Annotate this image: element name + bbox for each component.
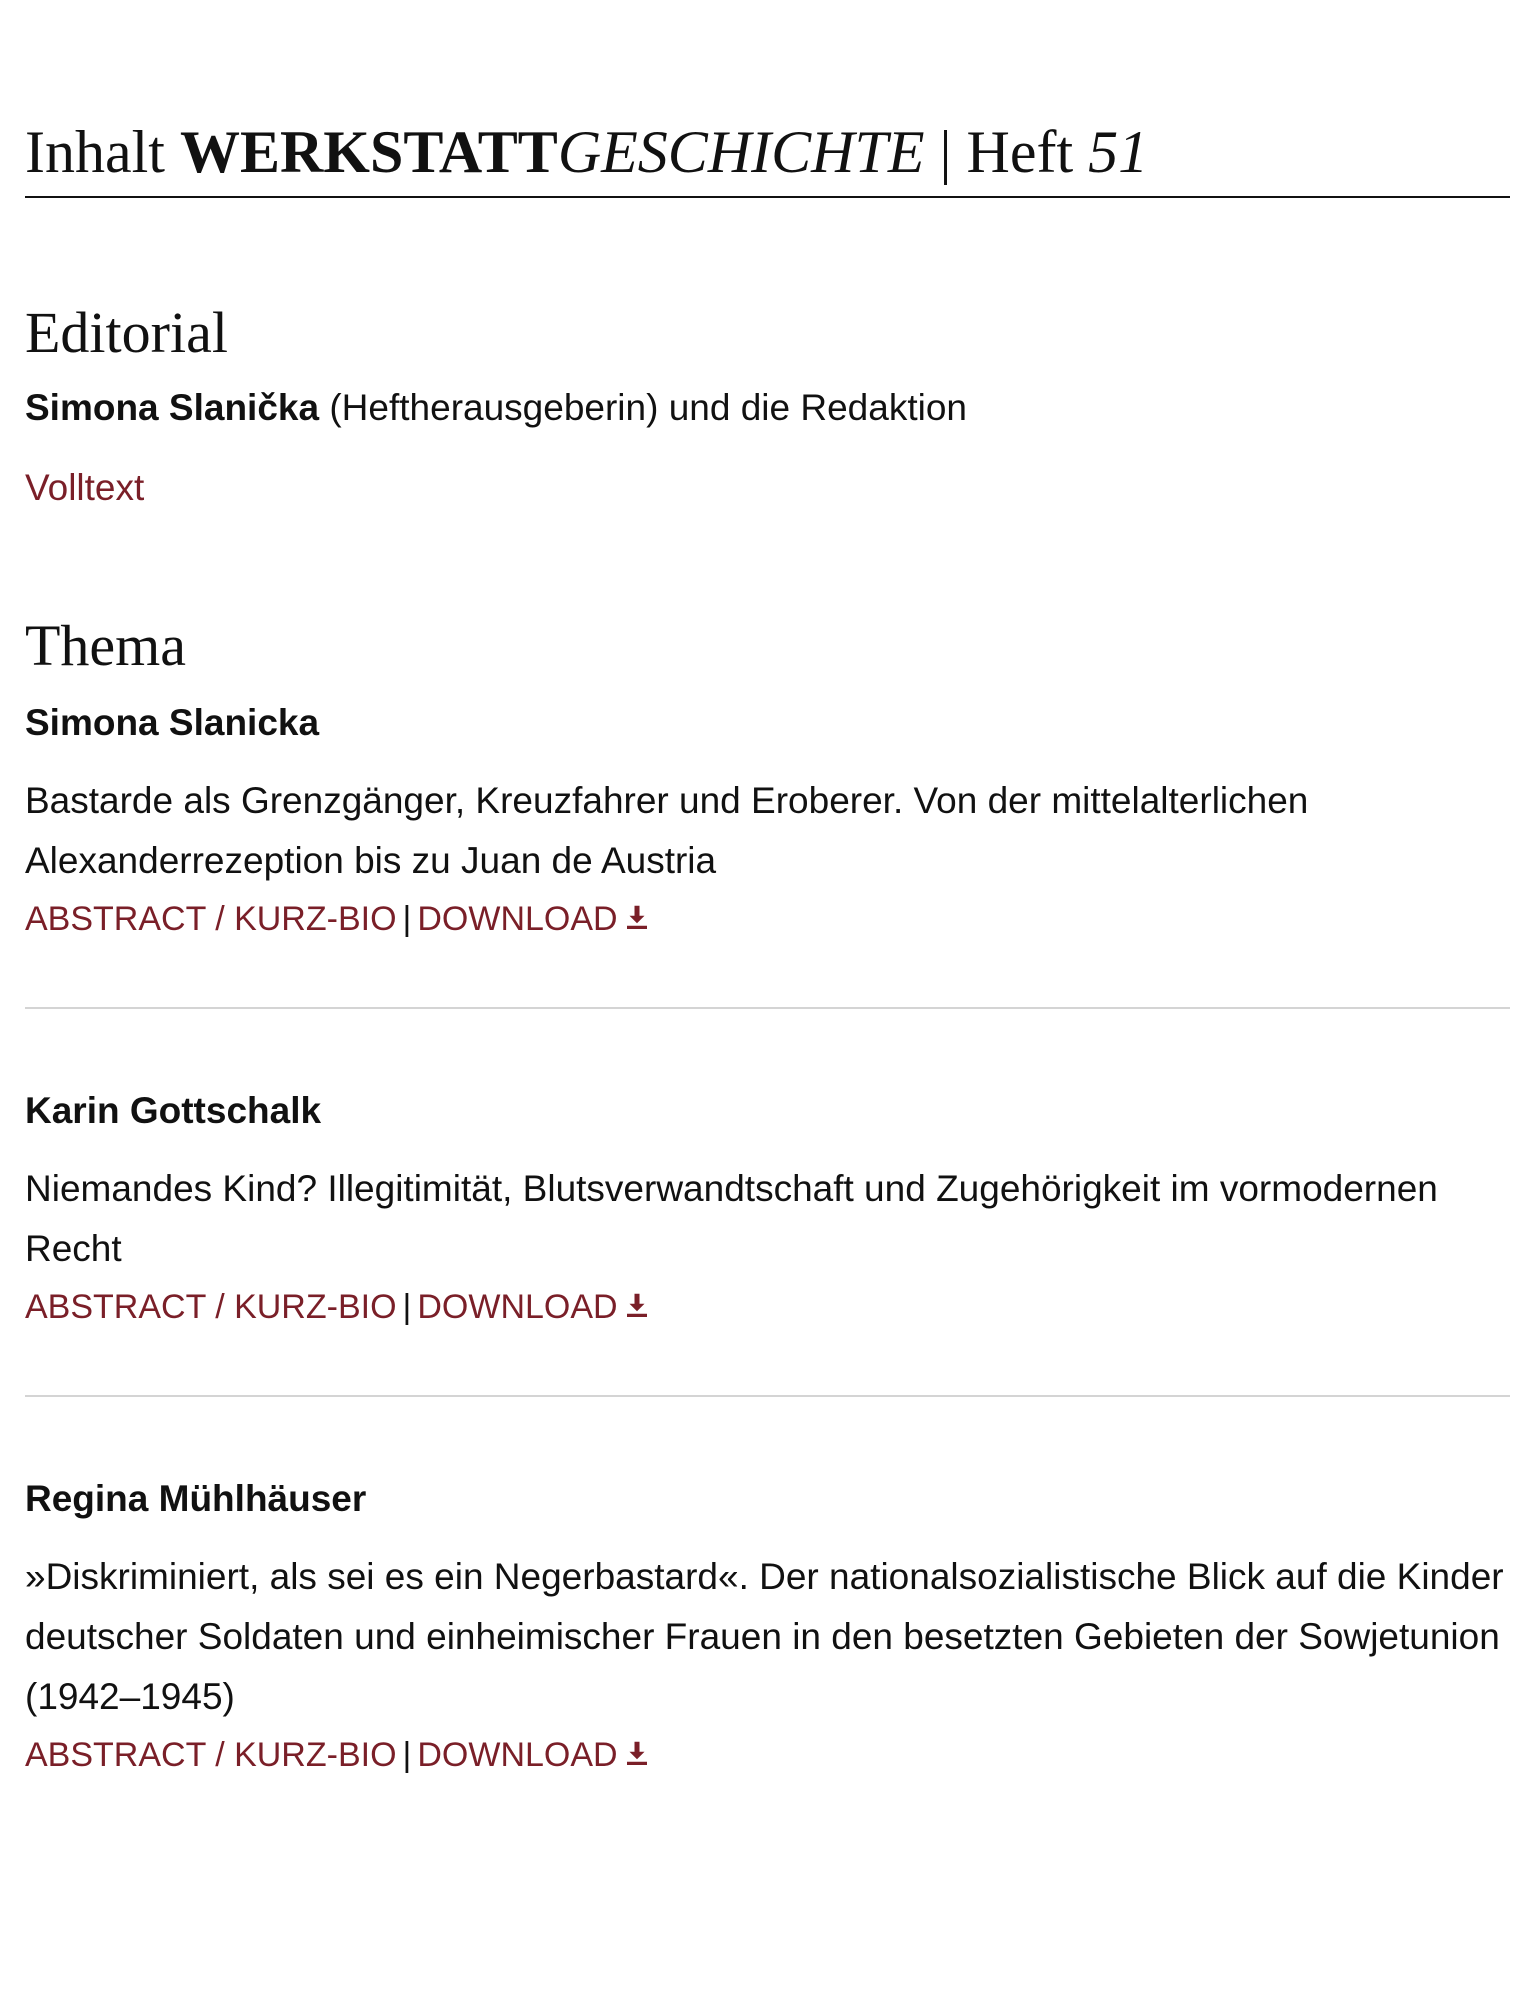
article-author: Regina Mühlhäuser bbox=[25, 1478, 367, 1519]
masthead-brand-italic: GESCHICHTE bbox=[557, 119, 925, 185]
download-link[interactable] bbox=[417, 900, 651, 938]
article-actions bbox=[25, 897, 1510, 941]
download-icon bbox=[622, 1738, 652, 1768]
article-title: »Diskriminiert, als sei es ein Negerbastard«. Der nationalsozialistische Blick auf die Kinder deutscher Soldaten und einheimischer Frauen in den besetzten Gebieten der Sowjetunion (1942–1945) bbox=[25, 1556, 1504, 1717]
abstract-bio-link[interactable]: ABSTRACT / KURZ-BIO bbox=[25, 900, 397, 938]
editorial-heading: Editorial bbox=[25, 300, 228, 365]
article-item bbox=[25, 679, 1510, 1009]
thema-section bbox=[25, 613, 1510, 1843]
download-link[interactable] bbox=[417, 1736, 651, 1774]
download-label: DOWNLOAD bbox=[417, 1288, 618, 1326]
volltext-link[interactable]: Volltext bbox=[25, 467, 145, 508]
article-title: Bastarde als Grenzgänger, Kreuzfahrer und Eroberer. Von der mittelalterlichen Alexanderrezeption bis zu Juan de Austria bbox=[25, 780, 1309, 881]
thema-heading: Thema bbox=[25, 613, 187, 678]
abstract-bio-link[interactable]: ABSTRACT / KURZ-BIO bbox=[25, 1288, 397, 1326]
article-title: Niemandes Kind? Illegitimität, Blutsverwandtschaft und Zugehörigkeit im vormodernen Recht bbox=[25, 1168, 1438, 1269]
masthead-separator: | bbox=[939, 119, 952, 185]
masthead-brand-bold: WERKSTATT bbox=[179, 119, 558, 185]
abstract-bio-link[interactable]: ABSTRACT / KURZ-BIO bbox=[25, 1736, 397, 1774]
download-icon bbox=[622, 1290, 652, 1320]
masthead-issue-label: Heft bbox=[966, 119, 1074, 185]
download-link[interactable] bbox=[417, 1288, 651, 1326]
article-author: Simona Slanicka bbox=[25, 702, 320, 743]
article-author: Karin Gottschalk bbox=[25, 1090, 322, 1131]
article-actions bbox=[25, 1733, 1510, 1777]
editorial-author-note: (Heftherausgeberin) und die Redaktion bbox=[329, 387, 967, 428]
editorial-author: Simona Slanička bbox=[25, 387, 320, 428]
page-content bbox=[25, 0, 1510, 1843]
article-item bbox=[25, 1009, 1510, 1397]
masthead-prefix: Inhalt bbox=[25, 119, 165, 185]
download-label: DOWNLOAD bbox=[417, 900, 618, 938]
action-separator: | bbox=[402, 900, 412, 938]
editorial-section bbox=[25, 300, 1510, 510]
action-separator: | bbox=[402, 1736, 412, 1774]
masthead-issue-number: 51 bbox=[1088, 119, 1149, 185]
download-label: DOWNLOAD bbox=[417, 1736, 618, 1774]
masthead bbox=[25, 118, 1510, 198]
editorial-byline bbox=[25, 386, 1510, 430]
article-item bbox=[25, 1397, 1510, 1843]
download-icon bbox=[622, 902, 652, 932]
action-separator: | bbox=[402, 1288, 412, 1326]
article-actions bbox=[25, 1285, 1510, 1329]
